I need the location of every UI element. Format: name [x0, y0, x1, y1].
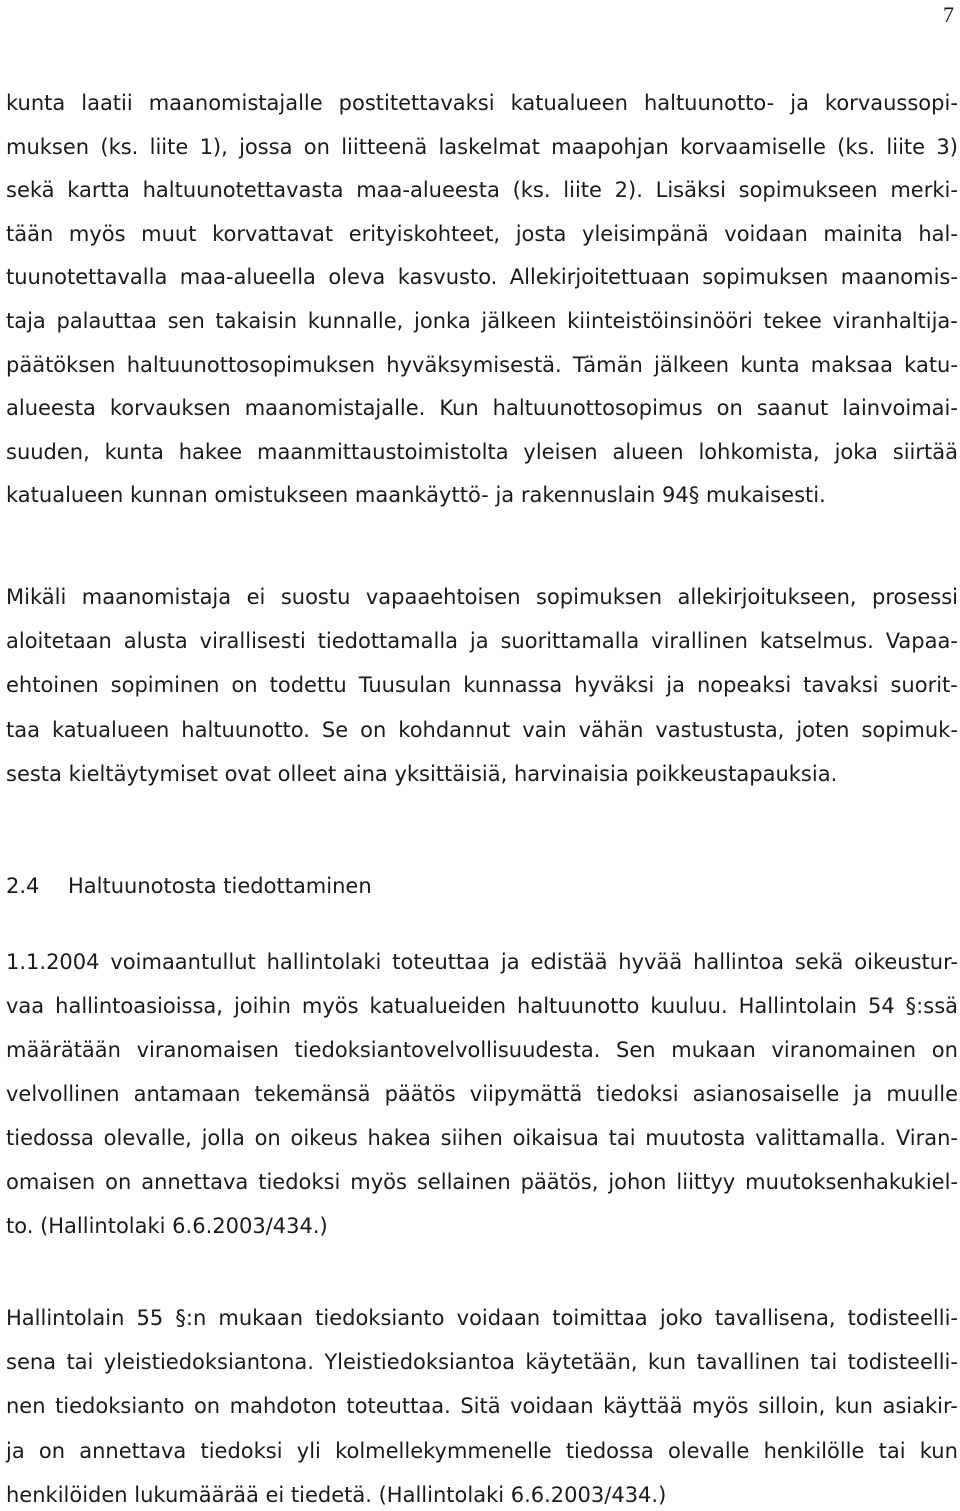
word: haltuunottosopimus [492, 396, 703, 421]
word: korvattavat [212, 221, 334, 246]
word: hallintoa [693, 950, 785, 974]
word: muutosta [645, 1126, 746, 1150]
word: sena [6, 1350, 57, 1375]
word: allekirjoitukseen, [677, 585, 857, 609]
text-line: henkilöiden lukumäärää ei tiedetä. (Hallintolaki 6.6.2003/434.) [6, 1482, 667, 1507]
word: muutoksenhakukiel- [745, 1170, 958, 1194]
word: tuunotettavalla [6, 265, 168, 290]
word: sopimuk- [861, 717, 958, 742]
word: maanomistaja [81, 585, 232, 609]
word: mukaan [671, 1038, 756, 1062]
word: henkilölle [763, 1438, 865, 1463]
word: virallisesti [199, 629, 306, 654]
text-line [6, 716, 958, 744]
word: myös [691, 1394, 749, 1419]
word: suorit- [890, 673, 958, 698]
text-line [6, 89, 958, 117]
word: hyväksi [574, 673, 655, 698]
word: katualueen [51, 717, 170, 742]
word: yleisen [523, 439, 598, 464]
word: kolmellekymmenelle [335, 1438, 552, 1463]
word: päätöksen [6, 352, 116, 377]
word: sellainen [416, 1170, 511, 1194]
text-line [6, 133, 958, 161]
word: Vapaa- [885, 629, 958, 654]
word: kunta [740, 352, 800, 377]
word: ei [246, 585, 266, 609]
text-line [6, 627, 958, 655]
word: yleisimpänä [582, 221, 709, 246]
word: joihin [233, 994, 291, 1018]
word: maa-alueesta [356, 178, 500, 203]
word: sopimukseen [738, 178, 878, 203]
word: 3) [936, 134, 958, 159]
word: ja [500, 950, 520, 974]
word: lohkomista, [698, 439, 820, 464]
word: alueen [612, 439, 684, 464]
word: merki- [890, 178, 958, 203]
word: sekä [794, 950, 844, 974]
word: Sitä [460, 1394, 501, 1419]
word: haltuunotto- [643, 91, 775, 115]
word: maanmittaustoimistolta [257, 439, 509, 464]
word: tavallinen [696, 1350, 800, 1375]
word: korvaamiselle [680, 134, 826, 159]
word: josta [515, 221, 567, 246]
word: maapohjan [551, 134, 669, 159]
word: haltuunotettavasta [142, 178, 344, 203]
word: myös [350, 1170, 407, 1194]
word: tekee [763, 309, 822, 333]
word: silloin, [758, 1394, 826, 1419]
word: taa [6, 717, 40, 742]
word: toimittaa [552, 1306, 648, 1330]
text-line: to. (Hallintolaki 6.6.2003/434.) [6, 1214, 328, 1238]
word: vastustusta, [655, 717, 785, 742]
word: Mikäli [6, 585, 67, 609]
word: antamaan [133, 1082, 241, 1106]
word: tiedoksianto [315, 1306, 445, 1330]
word: katselmus. [759, 629, 874, 654]
word: sopiminen [110, 673, 220, 698]
word: voidaan [510, 1394, 594, 1419]
word: viranomainen [771, 1038, 917, 1062]
word: jossa [239, 134, 293, 159]
word: on [360, 717, 387, 742]
word: tai [810, 1350, 838, 1375]
word: §:n [175, 1306, 207, 1330]
word: tekemänsä [254, 1082, 371, 1106]
text-line: sesta kieltäytymiset ovat olleet aina yksittäisiä, harvinaisia poikkeustapauksia. [6, 761, 838, 786]
text-line: katualueen kunnan omistukseen maankäyttö- ja rakennuslain 94§ mukaisesti. [6, 483, 826, 508]
word: liitteenä [341, 134, 428, 159]
word: myös [301, 994, 359, 1018]
text-line [6, 1168, 958, 1196]
word: (ks. [512, 178, 551, 203]
word: muulle [886, 1082, 958, 1106]
word: tai [608, 1126, 636, 1150]
word: 55 [136, 1306, 164, 1330]
word: maksaa [810, 352, 893, 377]
word: liite [149, 134, 189, 159]
text-line [6, 263, 958, 291]
text-line [6, 671, 958, 699]
word: on [105, 1170, 132, 1194]
word: päätös, [520, 1170, 599, 1194]
word: katu- [904, 352, 958, 377]
word: kunta [6, 91, 66, 115]
word: toteuttaa. [346, 1394, 451, 1419]
word: määrätään [6, 1038, 121, 1062]
word: myös [68, 221, 126, 246]
word: kun [919, 1438, 958, 1463]
word: suorittamalla [500, 629, 640, 654]
word: joten [796, 717, 850, 742]
word: voimaantullut [110, 950, 256, 974]
word: velvollinen [6, 1082, 120, 1106]
word: sopimuksen [536, 585, 663, 609]
word: sen [167, 309, 205, 333]
word: (ks. [100, 134, 139, 159]
word: oikaisua [512, 1126, 599, 1150]
word: siihen [440, 1126, 503, 1150]
word: Hallintolain [738, 994, 857, 1018]
word: kohdannut [398, 717, 511, 742]
word: johon [608, 1170, 667, 1194]
section-heading [6, 872, 372, 900]
word: tiedottamalla [317, 629, 459, 654]
word: tään [6, 221, 54, 246]
word: laatii [81, 91, 133, 115]
text-line [6, 1437, 958, 1465]
word: annettava [141, 1170, 249, 1194]
word: todisteelli- [847, 1350, 958, 1375]
word: hakea [367, 1126, 431, 1150]
word: tiedoksi [596, 1082, 679, 1106]
word: sekä [6, 178, 55, 203]
word: ja [853, 1082, 873, 1106]
word: virallinen [651, 629, 748, 654]
word: Tämän [572, 352, 643, 377]
word: taja [6, 309, 46, 333]
word: Kun [439, 396, 479, 421]
word: jonka [414, 309, 471, 333]
word: käytetään, [525, 1350, 638, 1375]
section-number: 2.4 [6, 874, 40, 898]
text-line [6, 307, 958, 335]
word: todisteelli- [847, 1306, 958, 1330]
word: oikeustur- [854, 950, 958, 974]
word: vain [522, 717, 567, 742]
word: on [254, 1126, 281, 1150]
word: lainvoimai- [842, 396, 958, 421]
word: on [231, 673, 258, 698]
word: kunnalle, [307, 309, 404, 333]
word: maa-alueella [179, 265, 316, 290]
word: tiedossa [565, 1438, 654, 1463]
word: 1.1.2004 [6, 950, 100, 974]
word: viranhaltija- [832, 309, 958, 333]
word: katualueen [510, 91, 628, 115]
word: liite [886, 134, 926, 159]
word: kun [647, 1350, 687, 1375]
word: Hallintolain [6, 1306, 125, 1330]
word: kunta [104, 439, 164, 464]
word: prosessi [872, 585, 958, 609]
text-line [6, 176, 958, 204]
word: haltuunottosopimuksen [126, 352, 376, 377]
word: voidaan [724, 221, 808, 246]
text-line [6, 220, 958, 248]
word: alusta [123, 629, 188, 654]
word: 54 [867, 994, 895, 1018]
word: oleva [328, 265, 386, 290]
word: ja [790, 91, 809, 115]
word: hal- [918, 221, 958, 246]
word: vähän [578, 717, 644, 742]
word: yli [296, 1438, 321, 1463]
word: tiedoksiantovelvollisuudesta. [294, 1038, 601, 1062]
section-title: Haltuunotosta tiedottaminen [68, 874, 372, 898]
word: yleistiedoksiantona. [103, 1350, 314, 1375]
word: haltuunotto [517, 994, 640, 1018]
word: suuden, [6, 439, 90, 464]
word: tiedoksi [258, 1170, 341, 1194]
word: todettu [269, 673, 347, 698]
word: maanomistajalle. [244, 396, 426, 421]
word: on [303, 134, 330, 159]
word: omaisen [6, 1170, 96, 1194]
word: palauttaa [56, 309, 157, 333]
word: kasvusto. [397, 265, 498, 290]
word: suostu [280, 585, 351, 609]
word: muut [141, 221, 197, 246]
text-line [6, 1080, 958, 1108]
word: vaa [6, 994, 45, 1018]
word: ja [469, 629, 489, 654]
word: on [716, 396, 743, 421]
word: 1), [199, 134, 228, 159]
word: on [931, 1038, 958, 1062]
word: asiakir- [882, 1394, 958, 1419]
word: asianosaiselle [692, 1082, 840, 1106]
word: laskelmat [438, 134, 540, 159]
word: ja [666, 673, 685, 698]
word: hyvää [618, 950, 683, 974]
word: Yleistiedoksiantoa [324, 1350, 515, 1375]
word: oikeus [290, 1126, 358, 1150]
word: päätös [384, 1082, 456, 1106]
text-line [6, 948, 958, 976]
word: on [193, 1394, 221, 1419]
word: viranomaisen [136, 1038, 279, 1062]
text-line [6, 1304, 958, 1332]
word: liittyy [676, 1170, 736, 1194]
word: postitettavaksi [338, 91, 495, 115]
word: hallintolaki [266, 950, 382, 974]
text-line [6, 1124, 958, 1152]
page-number: 7 [943, 2, 954, 27]
word: viipymättä [469, 1082, 583, 1106]
word: kun [834, 1394, 873, 1419]
word: jälkeen [654, 352, 730, 377]
text-line [6, 394, 958, 422]
word: annettava [79, 1438, 187, 1463]
word: (ks. [837, 134, 876, 159]
word: liite [563, 178, 602, 203]
word: voidaan [456, 1306, 541, 1330]
word: nen [6, 1394, 46, 1419]
word: jälkeen [481, 309, 557, 333]
word: tai [878, 1438, 906, 1463]
text-line [6, 351, 958, 379]
word: hakee [178, 439, 243, 464]
word: korvauksen [109, 396, 231, 421]
word: olevalle, [103, 1126, 192, 1150]
word: kunnassa [463, 673, 563, 698]
word: hyväksymisestä. [386, 352, 562, 377]
word: saanut [756, 396, 829, 421]
word: Allekirjoitettuaan [509, 265, 690, 290]
word: maanomistajalle [148, 91, 323, 115]
word: Tuusulan [358, 673, 452, 698]
word: kartta [67, 178, 130, 203]
word: hallintoasioissa, [55, 994, 223, 1018]
text-line [6, 1036, 958, 1064]
word: jolla [201, 1126, 245, 1150]
text-line [6, 438, 958, 466]
word: käyttää [603, 1394, 683, 1419]
word: muksen [6, 134, 90, 159]
word: mahdoton [229, 1394, 337, 1419]
word: on [38, 1438, 66, 1463]
word: erityiskohteet, [348, 221, 501, 246]
word: nopeaksi [696, 673, 792, 698]
word: tavaksi [803, 673, 879, 698]
word: mukaan [218, 1306, 304, 1330]
word: Viran- [895, 1126, 958, 1150]
word: ja [6, 1438, 25, 1463]
word: alueesta [6, 396, 96, 421]
word: 2). [614, 178, 643, 203]
word: mainita [823, 221, 903, 246]
word: Se [321, 717, 349, 742]
word: edistää [530, 950, 608, 974]
word: tiedoksi [200, 1438, 283, 1463]
word: kiinteistöinsinööri [567, 309, 753, 333]
word: valittamalla. [755, 1126, 887, 1150]
word: maanomis- [840, 265, 958, 290]
word: sopimuksen [702, 265, 829, 290]
word: tiedossa [6, 1126, 94, 1150]
word: takaisin [215, 309, 298, 333]
text-line [6, 992, 958, 1020]
word: korvaussopi- [824, 91, 958, 115]
word: Sen [616, 1038, 656, 1062]
word: kuuluu. [650, 994, 728, 1018]
text-line [6, 1348, 958, 1376]
word: vapaaehtoisen [365, 585, 521, 609]
word: olevalle [667, 1438, 750, 1463]
word: aloitetaan [6, 629, 112, 654]
word: toteuttaa [392, 950, 491, 974]
word: joka [834, 439, 878, 464]
word: katualueiden [369, 994, 507, 1018]
word: §:ssä [905, 994, 958, 1018]
word: tai [66, 1350, 94, 1375]
word: joko [659, 1306, 703, 1330]
word: tiedoksianto [55, 1394, 185, 1419]
word: Lisäksi [655, 178, 726, 203]
word: haltuunotto. [181, 717, 310, 742]
text-line [6, 1392, 958, 1420]
word: ehtoinen [6, 673, 99, 698]
text-line [6, 583, 958, 611]
word: siirtää [892, 439, 958, 464]
word: tavallisena, [714, 1306, 836, 1330]
